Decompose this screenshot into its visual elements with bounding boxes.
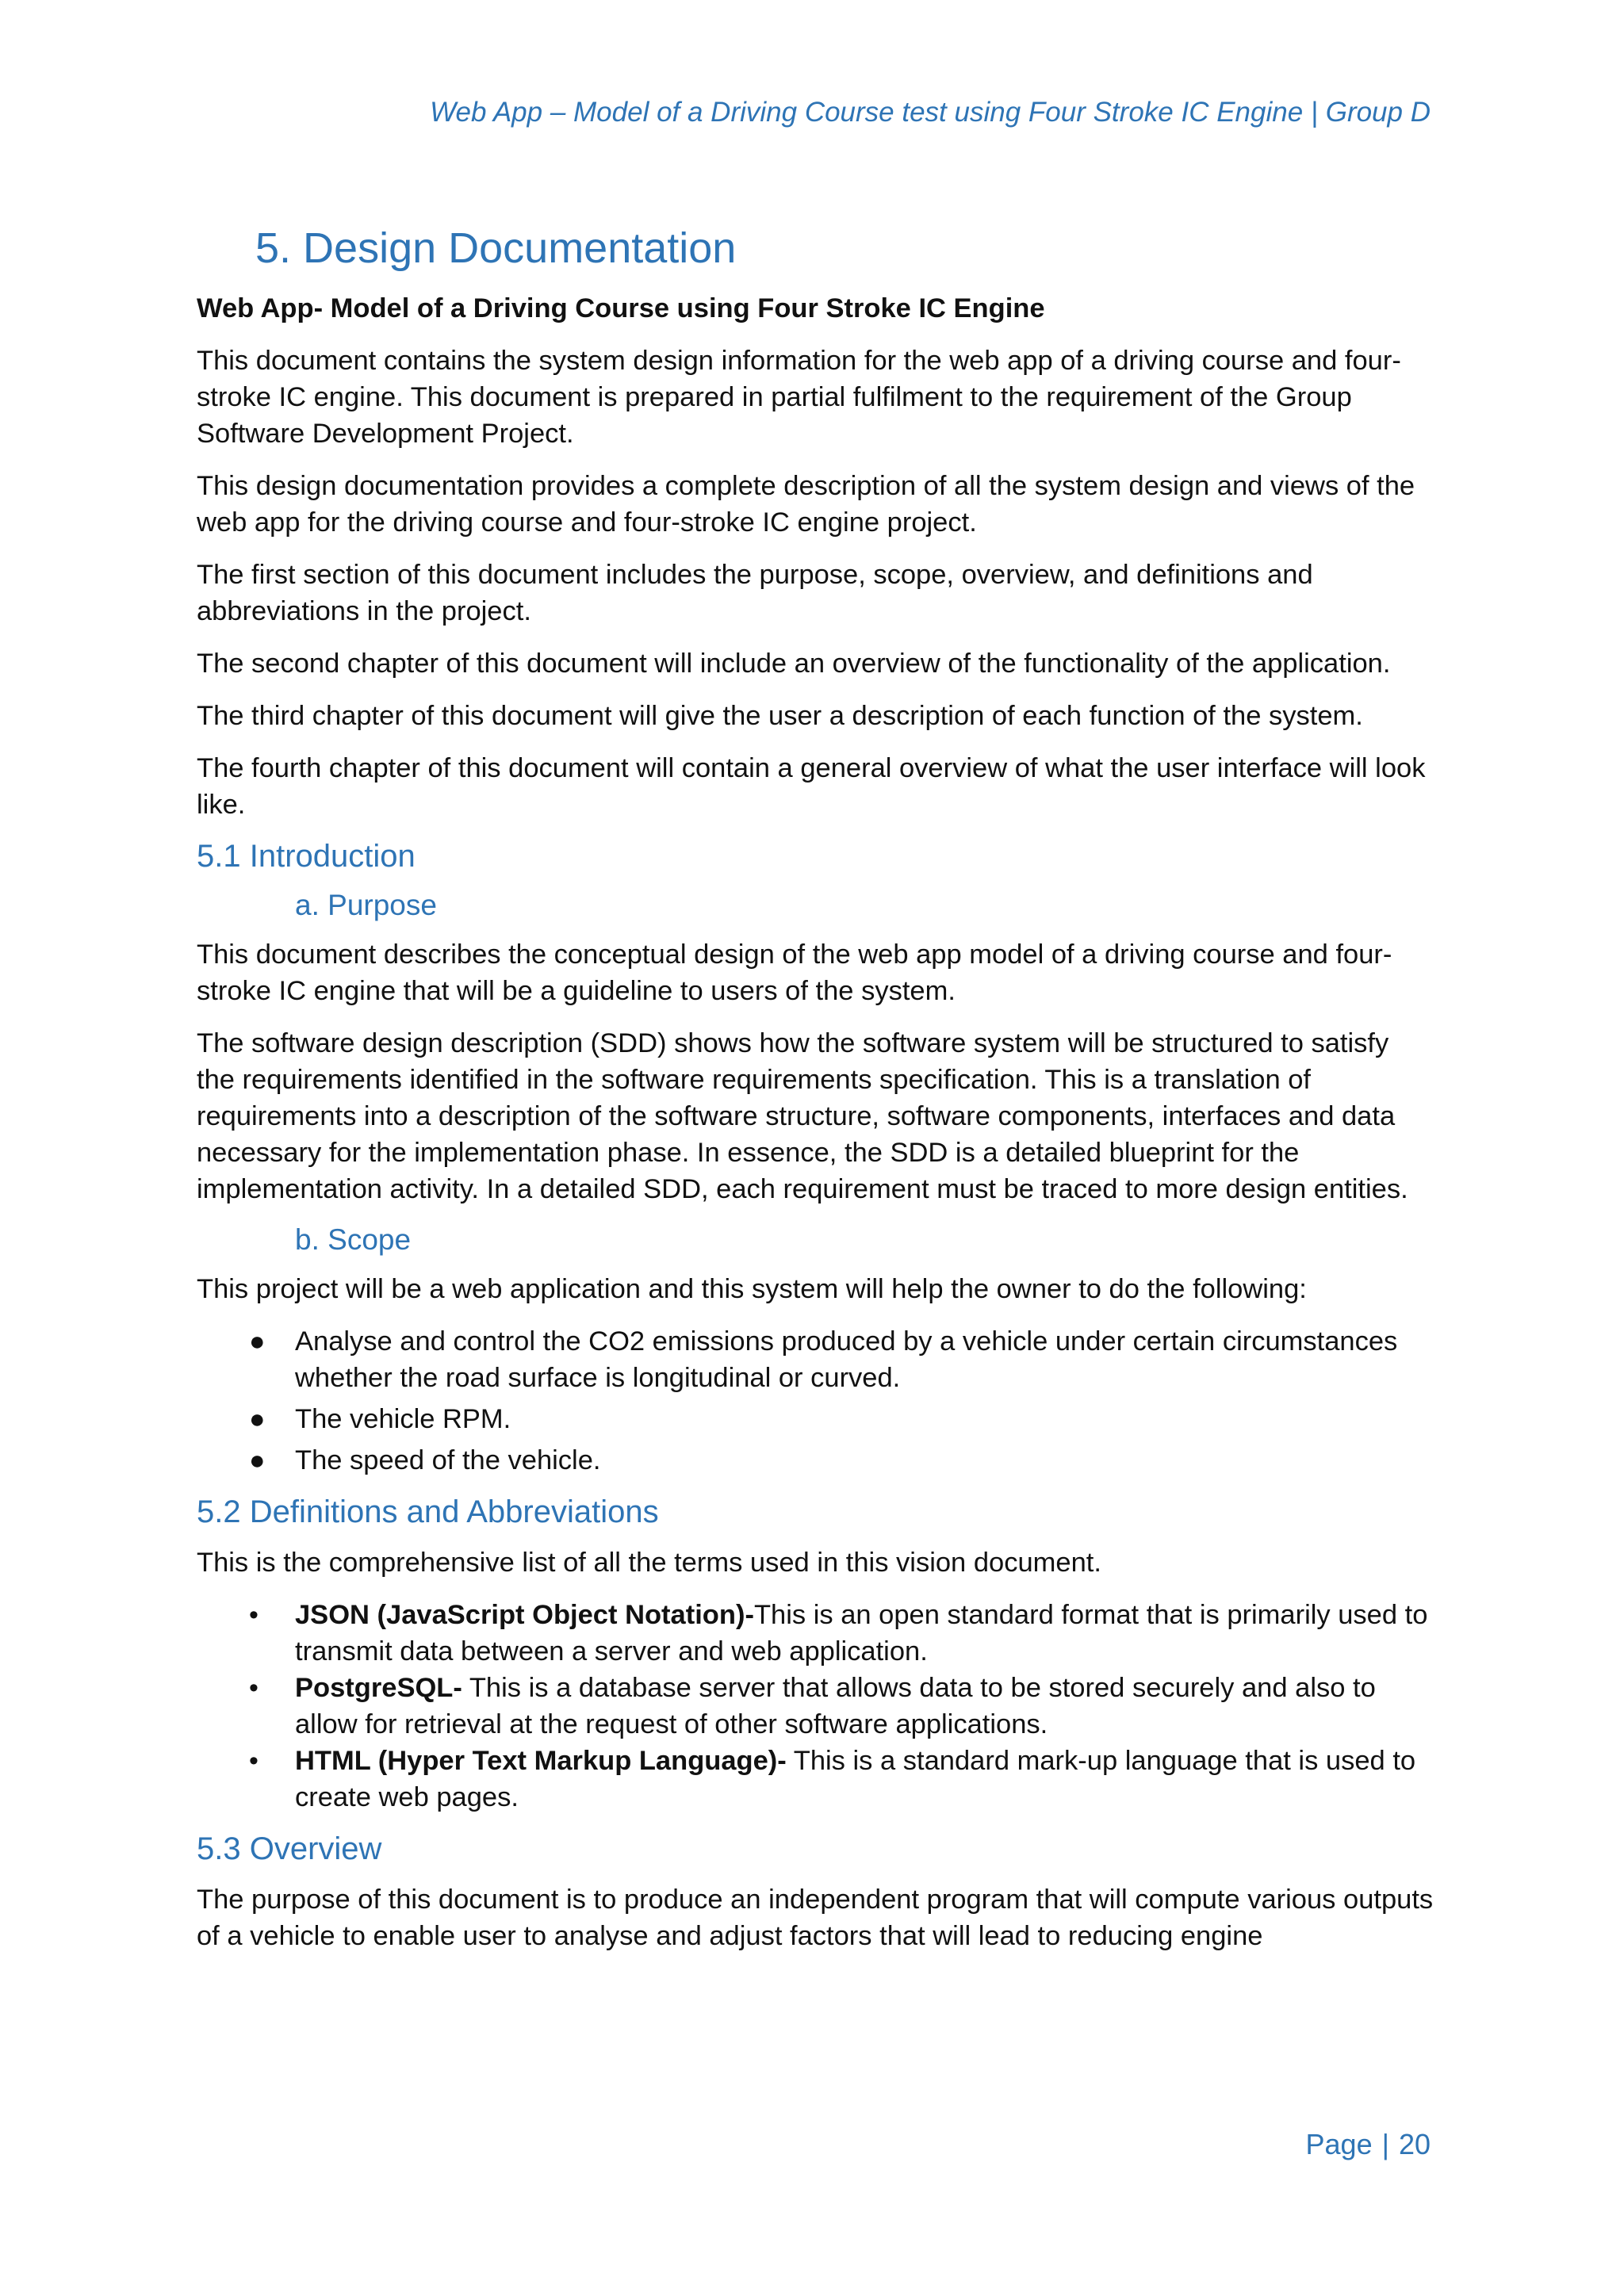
intro-paragraph: The first section of this document includes the purpose, scope, overview, and definitions and abbreviations in the project.	[197, 560, 1313, 626]
overview-paragraph: The purpose of this document is to produce an independent program that will compute various outputs of a vehicle to enable user to analyse and adjust factors that will lead to reducing engine	[197, 1885, 1434, 1951]
page-content	[197, 224, 1434, 1970]
page-footer	[1306, 2128, 1431, 2161]
bullet-icon: •	[249, 1746, 259, 1776]
term: JSON (JavaScript Object Notation)-	[295, 1600, 754, 1630]
definitions-intro: This is the comprehensive list of all the terms used in this vision document.	[197, 1548, 1101, 1578]
list-item-text: The speed of the vehicle.	[295, 1445, 601, 1475]
scope-list	[197, 1323, 1434, 1479]
heading-purpose: a. Purpose	[295, 889, 437, 921]
section-title: 5. Design Documentation	[255, 224, 737, 272]
definitions-list	[197, 1597, 1434, 1816]
intro-paragraph: The third chapter of this document will give the user a description of each function of the system.	[197, 701, 1363, 731]
document-subtitle: Web App- Model of a Driving Course using Four Stroke IC Engine	[197, 293, 1045, 323]
list-item	[249, 1323, 1434, 1396]
term-description: This is a database server that allows data to be stored securely and also to allow for retrieval at the request of other software applications.	[295, 1673, 1376, 1739]
heading-introduction: 5.1 Introduction	[197, 839, 416, 874]
list-item-text: Analyse and control the CO2 emissions produced by a vehicle under certain circumstances whether the road surface is longitudinal or curved.	[295, 1326, 1398, 1393]
list-item	[249, 1597, 1434, 1670]
intro-paragraph: The second chapter of this document will include an overview of the functionality of the application.	[197, 649, 1391, 679]
purpose-paragraph: The software design description (SDD) shows how the software system will be structured to satisfy the requirements identified in the software requirements specification. This is a translation of requirements into a description of the software structure, software components, interfaces and data necessary for the implementation phase. In essence, the SDD is a detailed blueprint for the implementation activity. In a detailed SDD, each requirement must be traced to more design entities.	[197, 1028, 1408, 1204]
bullet-icon: •	[249, 1673, 259, 1703]
term: PostgreSQL-	[295, 1673, 462, 1703]
heading-definitions: 5.2 Definitions and Abbreviations	[197, 1494, 659, 1529]
term-description: This is a standard mark-up language that is used to create web pages.	[295, 1746, 1416, 1812]
term: HTML (Hyper Text Markup Language)-	[295, 1746, 787, 1776]
bullet-icon: ●	[249, 1445, 266, 1475]
footer-separator: |	[1381, 2128, 1389, 2160]
list-item	[249, 1743, 1434, 1816]
heading-overview: 5.3 Overview	[197, 1831, 382, 1866]
page-label: Page	[1305, 2128, 1373, 2160]
purpose-paragraph: This document describes the conceptual design of the web app model of a driving course and four-stroke IC engine that will be a guideline to users of the system.	[197, 939, 1392, 1006]
bullet-icon: •	[249, 1600, 259, 1630]
bullet-icon: ●	[249, 1404, 266, 1434]
intro-paragraph: The fourth chapter of this document will contain a general overview of what the user interface will look like.	[197, 753, 1426, 820]
running-header: Web App – Model of a Driving Course test using Four Stroke IC Engine | Group D	[430, 97, 1431, 128]
scope-intro: This project will be a web application and this system will help the owner to do the following:	[197, 1274, 1307, 1304]
page-number: 20	[1398, 2128, 1431, 2160]
list-item-text: The vehicle RPM.	[295, 1404, 511, 1434]
intro-paragraph: This document contains the system design information for the web app of a driving course and four-stroke IC engine. This document is prepared in partial fulfilment to the requirement of the Group Software Development Project.	[197, 346, 1401, 449]
heading-scope: b. Scope	[295, 1223, 412, 1256]
intro-paragraph: This design documentation provides a complete description of all the system design and views of the web app for the driving course and four-stroke IC engine project.	[197, 471, 1415, 538]
list-item	[249, 1401, 1434, 1437]
list-item	[249, 1442, 1434, 1479]
list-item	[249, 1670, 1434, 1743]
term-description: This is an open standard format that is primarily used to transmit data between a server and web application.	[295, 1600, 1428, 1667]
bullet-icon: ●	[249, 1326, 266, 1357]
